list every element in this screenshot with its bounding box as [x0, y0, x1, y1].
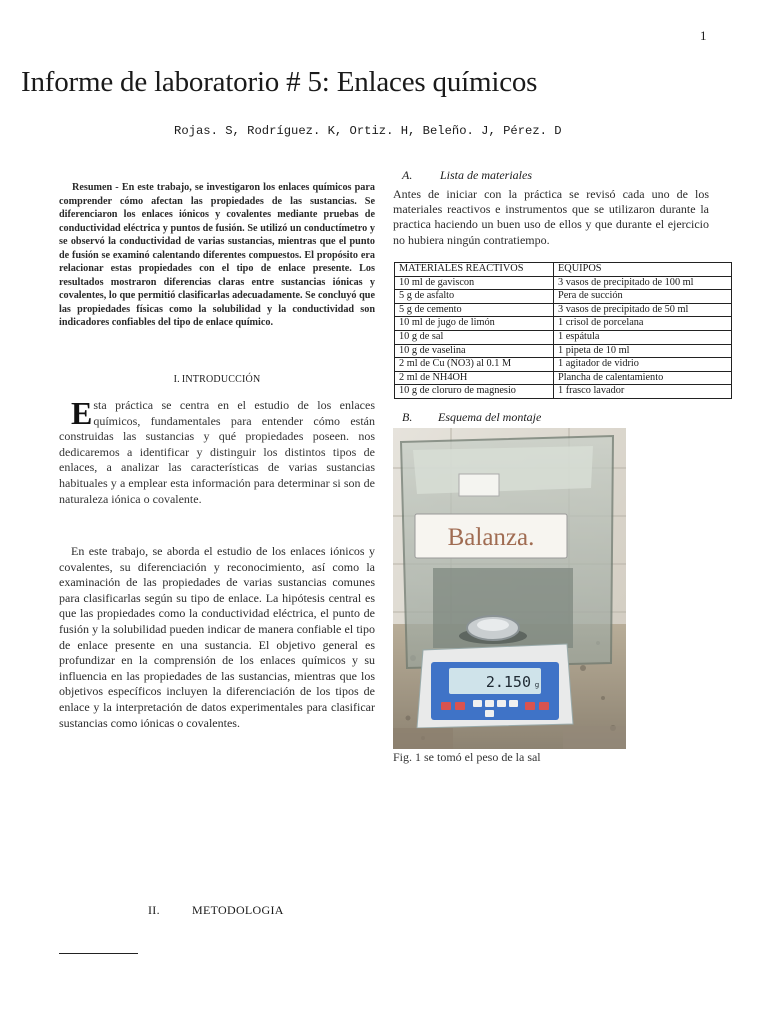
table-header-cell: MATERIALES REACTIVOS	[395, 263, 554, 277]
table-cell: 10 g de vaselina	[395, 344, 554, 358]
balance-photo	[393, 428, 626, 749]
table-row	[395, 303, 732, 317]
subsection-letter: B.	[402, 410, 413, 424]
intro-paragraph-1-text: sta práctica se centra en el estudio de los enlaces químicos, fundamentales para entender cómo están construidas las sustancias y qué propiedades poseen. nos dedicaremos a identificar y distinguir los distintos tipos de enlaces, a analizar las características de varias sustancias habituales y a emplear esta información para determinar si son de naturaleza iónica o covalente.	[59, 398, 375, 506]
footnote-rule	[59, 953, 138, 954]
table-cell: 2 ml de NH4OH	[395, 371, 554, 385]
table-cell: 3 vasos de precipitado de 50 ml	[554, 303, 732, 317]
balance-sign-text: Balanza.	[447, 524, 535, 551]
table-cell: 1 agitador de vidrio	[554, 358, 732, 372]
table-cell: 10 g de cloruro de magnesio	[395, 385, 554, 399]
paper-title: Informe de laboratorio # 5: Enlaces químicos	[21, 66, 538, 98]
subsection-title: Esquema del montaje	[438, 410, 542, 424]
section-number: I.	[173, 374, 180, 385]
table-cell: Plancha de calentamiento	[554, 371, 732, 385]
abstract: Resumen - En este trabajo, se investigaron los enlaces químicos para comprender cómo afectan las propiedades de las sustancias. Se diferenciaron los enlaces iónicos y covalentes mediante pruebas de conductividad eléctrica y puntos de fusión. Se utilizó un conductímetro y se observó la conductividad de varias sustancias, mientras que el punto de fusión se examinó calentando diferentes compuestos. El propósito era relacionar estas propiedades con el tipo de enlace presente. Los resultados mostraron diferencias claras entre sustancias iónicas y covalentes, lo que permitió clasificarlas adecuadamente. Se concluyó que las propiedades físicas como la solubilidad y la conductividad son indicadores confiables del tipo de enlace químico.	[59, 182, 375, 328]
table-cell: Pera de succión	[554, 290, 732, 304]
table-cell: 10 ml de jugo de limón	[395, 317, 554, 331]
page-number: 1	[700, 28, 707, 43]
section-heading-introduction	[59, 374, 375, 385]
subsection-title: Lista de materiales	[440, 168, 532, 182]
section-heading-methodology	[148, 903, 284, 918]
table-cell: 1 crisol de porcelana	[554, 317, 732, 331]
section-title: METODOLOGIA	[192, 903, 284, 917]
intro-paragraph-2: En este trabajo, se aborda el estudio de los enlaces iónicos y covalentes, su diferenciación y reconocimiento, así como la examinación de las propiedades de varias sustancias comunes para clasificarlas según su tipo de enlace. La hipótesis central es que las propiedades como la conductividad eléctrica, el punto de fusión y la solubilidad pueden indicar de manera confiable el tipo de enlace presente en una sustancia. El objetivo general es profundizar en la comprensión de los enlaces químicos y su influencia en las propiedades de las sustancias, mientras que los objetivos específicos incluyen la diferenciación de los tipos de enlace y la interpretación de datos experimentales para clasificar sustancias como iónicas o covalentes.	[59, 544, 375, 730]
table-row	[395, 344, 732, 358]
table-row	[395, 317, 732, 331]
section-title: INTRODUCCIÓN	[181, 374, 261, 385]
drop-cap: E	[71, 395, 93, 431]
materials-paragraph: Antes de iniciar con la práctica se revisó cada uno de los materiales reactivos e instrumentos que se utilizaron durante la practica haciendo un buen uso de ellos y que durante el ejercicio no hubiera ningún contratiempo.	[393, 187, 709, 247]
table-header-cell: EQUIPOS	[554, 263, 732, 277]
table-cell: 5 g de asfalto	[395, 290, 554, 304]
section-number: II.	[148, 903, 160, 917]
figure-caption: Fig. 1 se tomó el peso de la sal	[393, 750, 541, 764]
table-cell: 1 pipeta de 10 ml	[554, 344, 732, 358]
subsection-heading-materials	[402, 168, 532, 183]
table-row	[395, 290, 732, 304]
table-cell: 10 ml de gaviscon	[395, 276, 554, 290]
table-row	[395, 371, 732, 385]
table-row	[395, 385, 732, 399]
author-list: Rojas. S, Rodríguez. K, Ortiz. H, Beleño. J, Pérez. D	[174, 124, 562, 138]
table-cell: 3 vasos de precipitado de 100 ml	[554, 276, 732, 290]
balance-display-reading: 2.150	[485, 673, 531, 691]
table-cell: 10 g de sal	[395, 330, 554, 344]
materials-table	[394, 262, 732, 399]
table-header-row	[395, 263, 732, 277]
intro-paragraph-1	[59, 395, 375, 507]
table-row	[395, 276, 732, 290]
table-cell: 1 espátula	[554, 330, 732, 344]
subsection-heading-setup	[402, 410, 541, 425]
table-cell: 1 frasco lavador	[554, 385, 732, 399]
table-row	[395, 358, 732, 372]
balance-display-unit: g	[534, 681, 540, 689]
table-cell: 5 g de cemento	[395, 303, 554, 317]
table-cell: 2 ml de Cu (NO3) al 0.1 M	[395, 358, 554, 372]
subsection-letter: A.	[402, 168, 413, 182]
table-row	[395, 330, 732, 344]
